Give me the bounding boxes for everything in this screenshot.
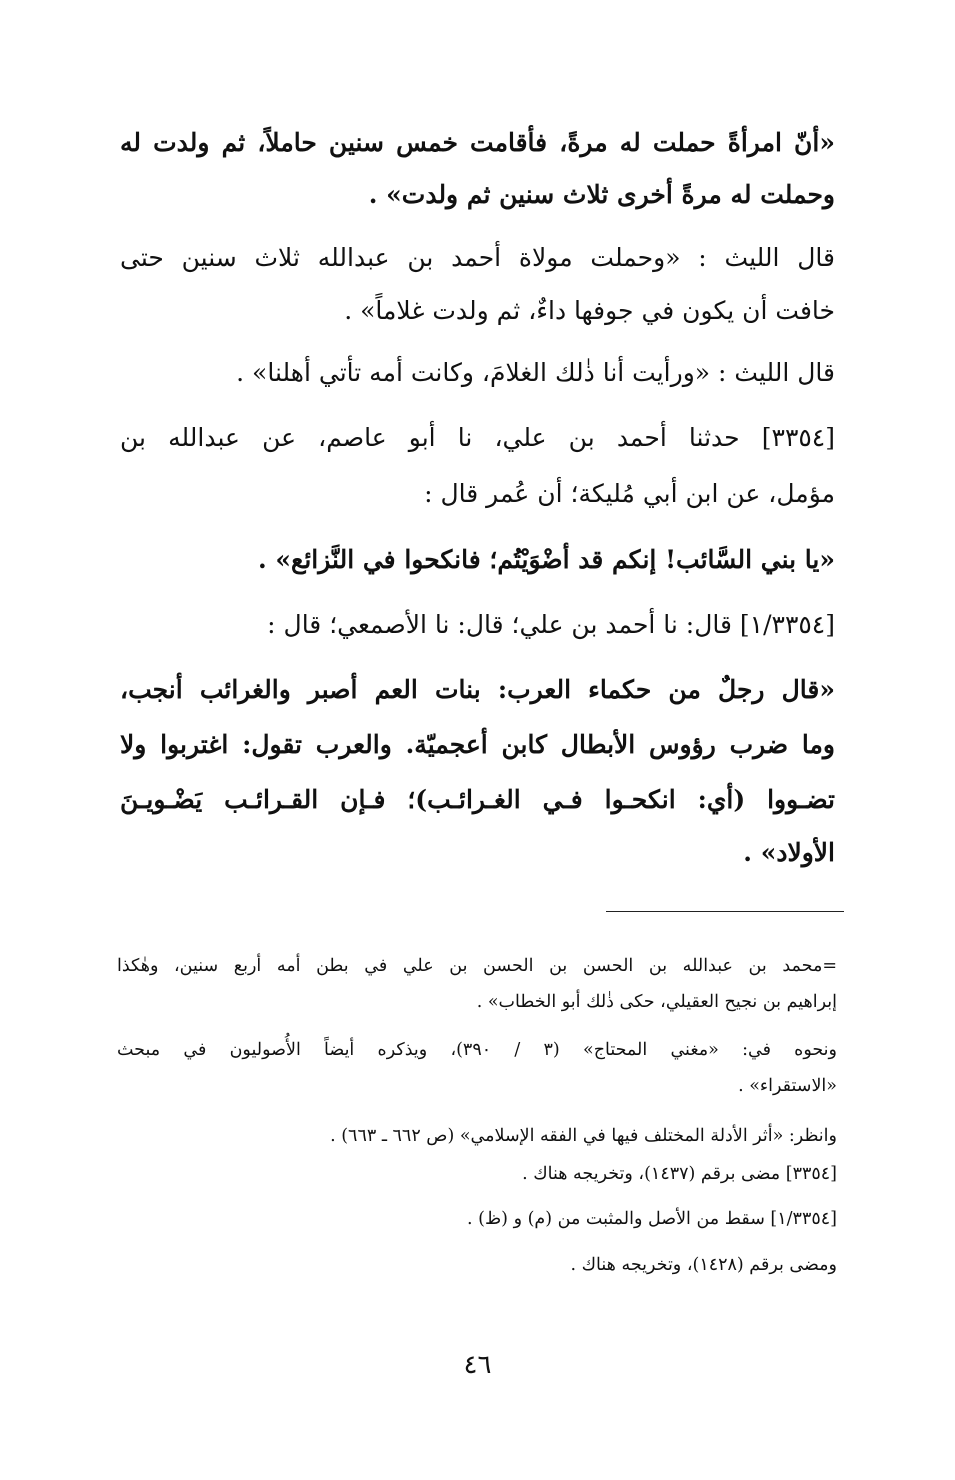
page-number: ٤٦ <box>463 1350 492 1380</box>
footnote-line: ونحوه في: «مغني المحتاج» (٣ / ٣٩٠)، ويذكره أيضاً الأُصوليون في مبحث <box>117 1040 837 1060</box>
hadith-number-line: [٣٣٥٤] حدثنا أحمد بن علي، نا أبو عاصم، عن عبدالله بن <box>120 423 835 452</box>
main-text-line: خافت أن يكون في جوفها داءٌ، ثم ولدت غلاماً» . <box>344 296 835 325</box>
main-text-line: الأولاد» . <box>743 838 835 867</box>
footnote-line: =محمد بن عبدالله بن الحسن بن الحسن بن علي في بطن أمه أربع سنين، وهٰكذا <box>117 956 837 976</box>
footnote-line: [١/٣٣٥٤] سقط من الأصل والمثبت من (م) و (ظ) . <box>467 1209 837 1229</box>
footnote-line: [٣٣٥٤] مضى برقم (١٤٣٧)، وتخريجه هناك . <box>522 1164 837 1184</box>
main-text-line: «قال رجلٌ من حكماء العرب: بنات العم أصبر والغرائب أنجب، <box>120 675 835 704</box>
main-text-line: وما ضرب رؤوس الأبطال كابن أعجميّة. والعرب تقول: اغتربوا ولا <box>120 730 835 759</box>
footnote-line: وانظر: «أثر الأدلة المختلف فيها في الفقه الإسلامي» (ص ٦٦٢ ـ ٦٦٣) . <box>330 1126 837 1146</box>
hadith-number-line: [١/٣٣٥٤] قال: نا أحمد بن علي؛ قال: نا الأصمعي؛ قال : <box>267 610 835 639</box>
main-text-line: «يا بني السَّائب! إنكم قد أضْوَيْتُم؛ فانكحوا في النَّزائع» . <box>258 545 835 574</box>
main-text-line: وحملت له مرةً أخرى ثلاث سنين ثم ولدت» . <box>368 180 835 209</box>
footnote-line: «الاستقراء» . <box>738 1076 837 1096</box>
main-text-line: قال الليث : «ورأيت أنا ذٰلك الغلامَ، وكانت أمه تأتي أهلنا» . <box>236 358 835 387</box>
main-text-line: «أنّ امرأةً حملت له مرةً، فأقامت خمس سنين حاملاً، ثم ولدت له <box>120 128 835 157</box>
main-text-line: تضـووا (أي: انكحـوا فـي الغـرائـب)؛ فـإن القـرائـب يَضْـويـنَ <box>120 785 835 814</box>
footnote-line: ومضى برقم (١٤٢٨)، وتخريجه هناك . <box>570 1255 837 1275</box>
footnote-line: إبراهيم بن نجيح العقيلي، حكى ذٰلك أبو الخطاب» . <box>476 992 837 1012</box>
main-text-line: قال الليث : «وحملت مولاة أحمد بن عبدالله ثلاث سنين حتى <box>120 243 835 272</box>
footnote-separator <box>606 911 844 912</box>
main-text-line: مؤمل، عن ابن أبي مُليكة؛ أن عُمر قال : <box>424 479 835 508</box>
